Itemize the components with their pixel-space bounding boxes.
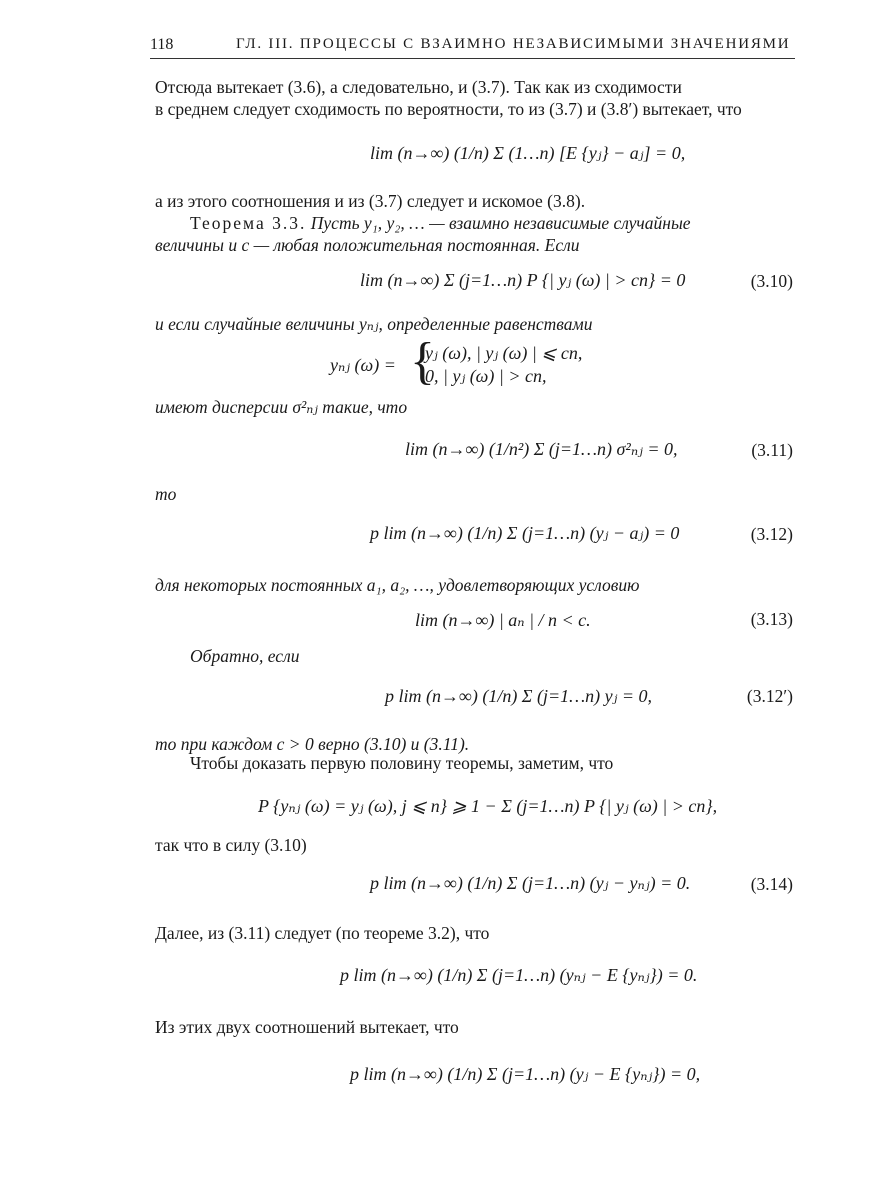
paragraph-line: то при каждом c > 0 верно (3.10) и (3.11).	[155, 734, 470, 754]
paragraph-line: а из этого соотношения и из (3.7) следует и искомое (3.8).	[155, 191, 586, 211]
brace: {	[410, 333, 435, 390]
theorem-text: величины и c — любая положительная постоянная. Если	[155, 235, 580, 255]
formula: lim (n→∞) (1/n²) Σ (j=1…n) σ²ₙⱼ = 0,	[405, 439, 678, 459]
paragraph-line: и если случайные величины yₙⱼ, определенные равенствами	[155, 314, 593, 334]
equation-number: (3.13)	[750, 609, 793, 629]
formula: p lim (n→∞) (1/n) Σ (j=1…n) yⱼ = 0,	[385, 686, 653, 706]
paragraph-line: Отсюда вытекает (3.6), а следовательно, и (3.7). Так как из сходимости	[155, 77, 682, 97]
formula: lim (n→∞) (1/n) Σ (1…n) [E {yⱼ} − aⱼ] = 0,	[370, 143, 686, 163]
paragraph-line: Обратно, если	[190, 646, 300, 666]
paragraph-line: имеют дисперсии σ²ₙⱼ такие, что	[155, 397, 408, 417]
formula: p lim (n→∞) (1/n) Σ (j=1…n) (yₙⱼ − E {yₙⱼ}) = 0.	[340, 965, 698, 985]
theorem-label: Теорема 3.3.	[190, 213, 307, 233]
formula-lhs: yₙⱼ (ω) =	[330, 355, 396, 375]
equation-number: (3.11)	[751, 440, 793, 460]
equation-number: (3.12′)	[746, 686, 793, 706]
equation-number: (3.10)	[750, 271, 793, 291]
formula: lim (n→∞) Σ (j=1…n) P {| yⱼ (ω) | > cn} = 0	[360, 270, 686, 290]
paragraph-line: Чтобы доказать первую половину теоремы, заметим, что	[190, 753, 614, 773]
formula: P {yₙⱼ (ω) = yⱼ (ω), j ⩽ n} ⩾ 1 − Σ (j=1…n) P {| yⱼ (ω) | > cn},	[258, 796, 718, 816]
paragraph-line: для некоторых постоянных a₁, a₂, …, удовлетворяющих условию	[155, 575, 640, 595]
page-number: 118	[150, 36, 174, 53]
formula: p lim (n→∞) (1/n) Σ (j=1…n) (yⱼ − E {yₙⱼ}) = 0,	[350, 1064, 701, 1084]
paragraph-line: Из этих двух соотношений вытекает, что	[155, 1017, 459, 1037]
equation-number: (3.12)	[750, 524, 793, 544]
formula: p lim (n→∞) (1/n) Σ (j=1…n) (yⱼ − yₙⱼ) = 0.	[370, 873, 691, 893]
theorem-text: Пусть y₁, y₂, … — взаимно независимые случайные	[310, 213, 691, 233]
formula: lim (n→∞) | aₙ | / n < c.	[415, 610, 591, 630]
formula-case: yⱼ (ω), | yⱼ (ω) | ⩽ cn,	[425, 343, 583, 363]
formula-case: 0, | yⱼ (ω) | > cn,	[425, 366, 547, 386]
running-title: ГЛ. III. ПРОЦЕССЫ С ВЗАИМНО НЕЗАВИСИМЫМИ ЗНАЧЕНИЯМИ	[236, 36, 791, 52]
header-rule	[150, 58, 795, 59]
formula: p lim (n→∞) (1/n) Σ (j=1…n) (yⱼ − aⱼ) = 0	[370, 523, 680, 543]
paragraph-line: так что в силу (3.10)	[155, 835, 307, 855]
paragraph-line: в среднем следует сходимость по вероятности, то из (3.7) и (3.8′) вытекает, что	[155, 99, 742, 119]
paragraph-line: то	[155, 484, 177, 504]
equation-number: (3.14)	[750, 874, 793, 894]
paragraph-line: Далее, из (3.11) следует (по теореме 3.2), что	[155, 923, 490, 943]
theorem-line	[190, 212, 691, 234]
